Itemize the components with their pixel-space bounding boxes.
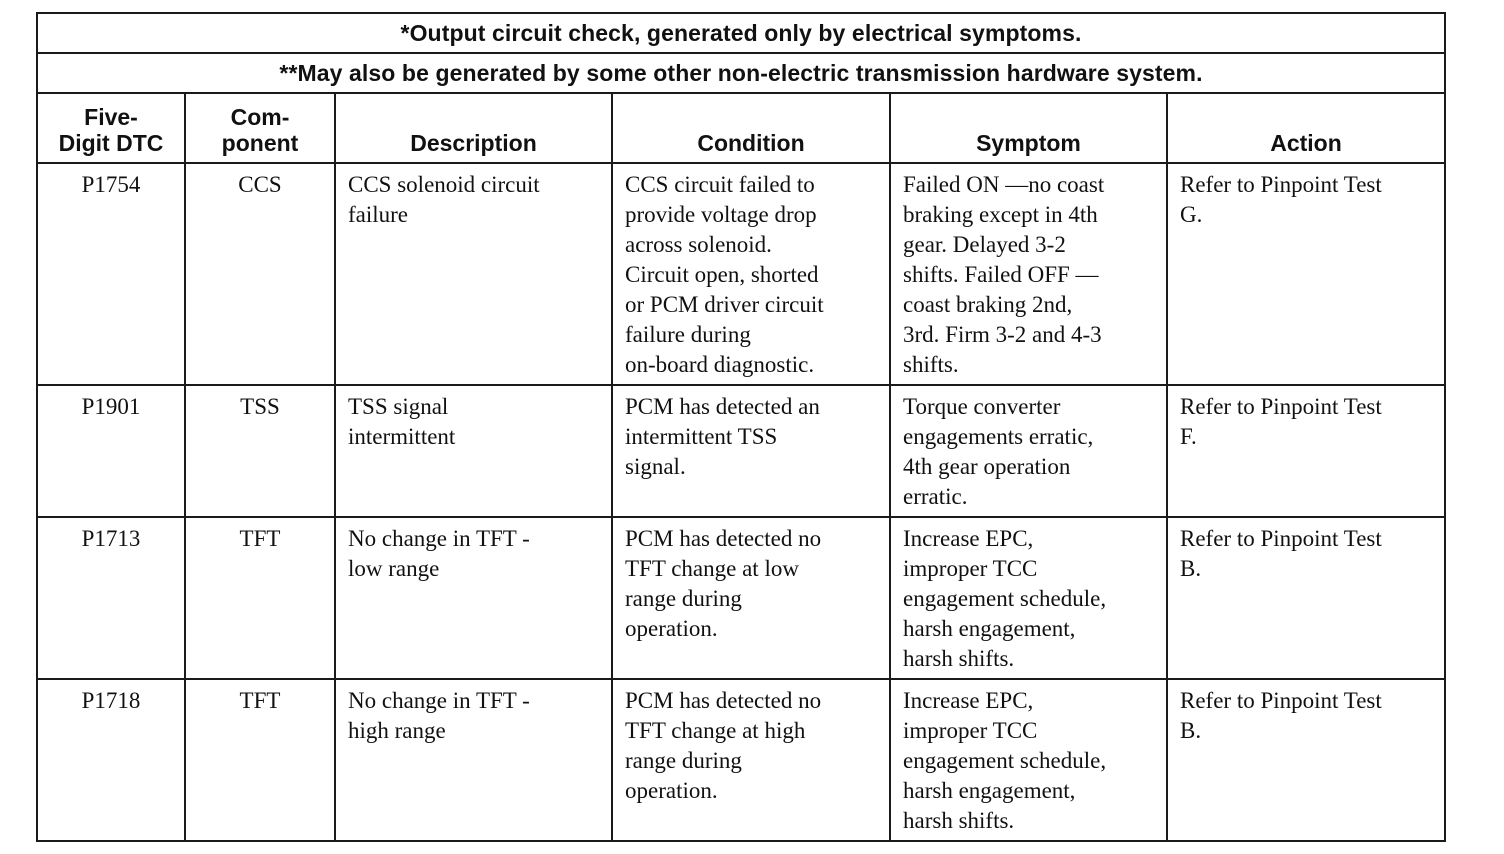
description-cell: [335, 517, 612, 679]
condition-cell-line: range during: [625, 586, 742, 611]
symptom-cell-line: erratic.: [903, 484, 968, 509]
table-row: [37, 163, 1445, 385]
symptom-cell: [890, 517, 1167, 679]
condition-cell-line: across solenoid.: [625, 232, 772, 257]
action-cell-line: F.: [1180, 424, 1197, 449]
header-condition-label: Condition: [697, 130, 805, 156]
condition-cell-line: PCM has detected an: [625, 394, 820, 419]
header-row: [37, 93, 1445, 163]
condition-cell: [612, 385, 890, 517]
condition-cell-line: operation.: [625, 616, 718, 641]
condition-cell-line: CCS circuit failed to: [625, 172, 815, 197]
symptom-cell-line: 3rd. Firm 3-2 and 4-3: [903, 322, 1102, 347]
symptom-cell-line: braking except in 4th: [903, 202, 1098, 227]
action-cell: [1167, 163, 1445, 385]
table-row: [37, 679, 1445, 841]
symptom-cell-line: Increase EPC,: [903, 526, 1034, 551]
dtc-cell: P1713: [37, 517, 185, 679]
description-cell: [335, 163, 612, 385]
action-cell-line: B.: [1180, 718, 1202, 743]
component-cell: CCS: [185, 163, 335, 385]
table-row: [37, 517, 1445, 679]
header-component: [185, 93, 335, 163]
symptom-cell-line: engagement schedule,: [903, 748, 1107, 773]
description-cell-line: CCS solenoid circuit: [348, 172, 540, 197]
header-five-digit-dtc-line1: Five-: [84, 104, 138, 130]
condition-cell-line: Circuit open, shorted: [625, 262, 819, 287]
table-row: [37, 385, 1445, 517]
symptom-cell-line: harsh engagement,: [903, 616, 1076, 641]
symptom-cell-line: 4th gear operation: [903, 454, 1071, 479]
description-cell: [335, 385, 612, 517]
symptom-cell-line: shifts.: [903, 352, 959, 377]
condition-cell-line: TFT change at high: [625, 718, 806, 743]
dtc-cell: P1718: [37, 679, 185, 841]
condition-cell: [612, 679, 890, 841]
symptom-cell-line: gear. Delayed 3-2: [903, 232, 1066, 257]
action-cell: [1167, 679, 1445, 841]
symptom-cell-line: engagement schedule,: [903, 586, 1107, 611]
action-cell: [1167, 517, 1445, 679]
symptom-cell-line: improper TCC: [903, 556, 1038, 581]
description-cell-line: failure: [348, 202, 409, 227]
description-cell-line: low range: [348, 556, 440, 581]
action-cell-line: Refer to Pinpoint Test: [1180, 688, 1382, 713]
condition-cell-line: PCM has detected no: [625, 526, 822, 551]
action-cell-line: Refer to Pinpoint Test: [1180, 394, 1382, 419]
description-cell-line: intermittent: [348, 424, 456, 449]
condition-cell-line: operation.: [625, 778, 718, 803]
header-description-label: Description: [410, 130, 537, 156]
header-action: [1167, 93, 1445, 163]
header-symptom-label: Symptom: [976, 130, 1081, 156]
component-cell: TFT: [185, 517, 335, 679]
action-cell-line: Refer to Pinpoint Test: [1180, 526, 1382, 551]
symptom-cell-line: harsh shifts.: [903, 808, 1015, 833]
symptom-cell-line: harsh shifts.: [903, 646, 1015, 671]
header-five-digit-dtc: [37, 93, 185, 163]
component-cell: TFT: [185, 679, 335, 841]
symptom-cell-line: engagements erratic,: [903, 424, 1094, 449]
header-component-line2: ponent: [221, 130, 299, 156]
symptom-cell: [890, 163, 1167, 385]
condition-cell: [612, 163, 890, 385]
header-action-label: Action: [1270, 130, 1342, 156]
dtc-cell: P1754: [37, 163, 185, 385]
header-symptom: [890, 93, 1167, 163]
note-row-non-electric: [37, 53, 1445, 93]
description-cell-line: No change in TFT -: [348, 688, 530, 713]
note-non-electric: **May also be generated by some other non-electric transmission hardware system.: [37, 53, 1445, 93]
action-cell-line: G.: [1180, 202, 1203, 227]
action-cell-line: Refer to Pinpoint Test: [1180, 172, 1382, 197]
condition-cell-line: TFT change at low: [625, 556, 799, 581]
condition-cell-line: provide voltage drop: [625, 202, 817, 227]
condition-cell-line: PCM has detected no: [625, 688, 822, 713]
header-five-digit-dtc-line2: Digit DTC: [58, 130, 164, 156]
condition-cell-line: on-board diagnostic.: [625, 352, 815, 377]
symptom-cell-line: coast braking 2nd,: [903, 292, 1073, 317]
description-cell-line: high range: [348, 718, 446, 743]
dtc-table: [36, 12, 1446, 842]
header-description: [335, 93, 612, 163]
symptom-cell-line: improper TCC: [903, 718, 1038, 743]
condition-cell-line: or PCM driver circuit: [625, 292, 824, 317]
symptom-cell-line: Increase EPC,: [903, 688, 1034, 713]
description-cell-line: TSS signal: [348, 394, 449, 419]
note-row-output-circuit: [37, 13, 1445, 53]
dtc-rows: [37, 163, 1445, 841]
symptom-cell-line: shifts. Failed OFF —: [903, 262, 1099, 287]
condition-cell: [612, 517, 890, 679]
header-component-line1: Com-: [230, 104, 290, 130]
component-cell: TSS: [185, 385, 335, 517]
condition-cell-line: failure during: [625, 322, 751, 347]
description-cell-line: No change in TFT -: [348, 526, 530, 551]
condition-cell-line: range during: [625, 748, 742, 773]
description-cell: [335, 679, 612, 841]
condition-cell-line: signal.: [625, 454, 686, 479]
symptom-cell: [890, 385, 1167, 517]
action-cell: [1167, 385, 1445, 517]
symptom-cell-line: Torque converter: [903, 394, 1061, 419]
condition-cell-line: intermittent TSS: [625, 424, 778, 449]
action-cell-line: B.: [1180, 556, 1202, 581]
dtc-cell: P1901: [37, 385, 185, 517]
note-output-circuit: *Output circuit check, generated only by electrical symptoms.: [37, 13, 1445, 53]
symptom-cell: [890, 679, 1167, 841]
header-condition: [612, 93, 890, 163]
symptom-cell-line: Failed ON —no coast: [903, 172, 1105, 197]
symptom-cell-line: harsh engagement,: [903, 778, 1076, 803]
dtc-table-container: [36, 12, 1444, 842]
